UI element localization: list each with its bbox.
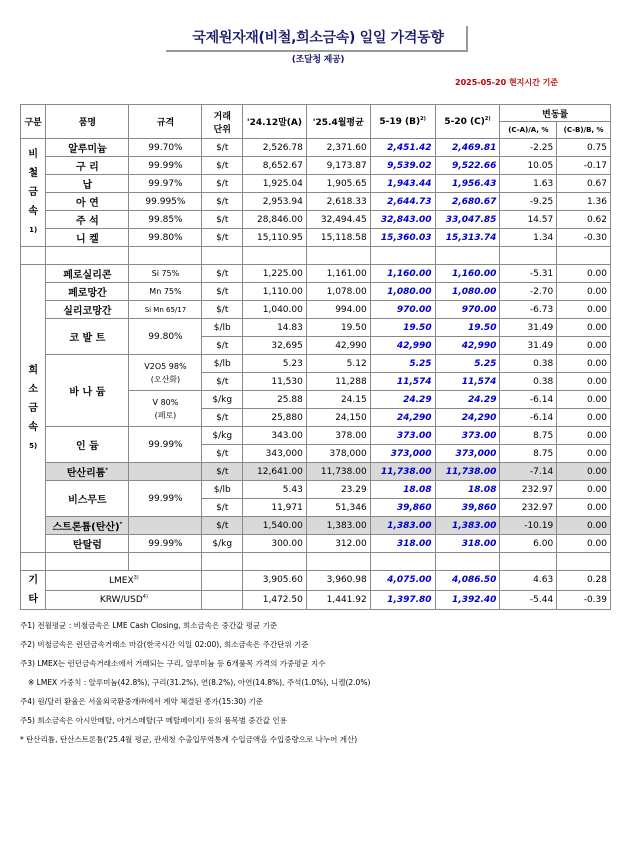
header-col-a: '24.12말(A) <box>242 105 306 139</box>
unit-cell: $/t <box>202 445 243 463</box>
unit-cell: $/t <box>202 463 243 481</box>
item-name: 아 연 <box>46 193 129 211</box>
spec-cell: Mn 75% <box>129 283 202 301</box>
change-ca: -6.14 <box>500 391 557 409</box>
value-a: 1,925.04 <box>242 175 306 193</box>
change-cb: 1.36 <box>557 193 611 211</box>
table-row <box>21 283 611 301</box>
change-ca: 14.57 <box>500 211 557 229</box>
value-a: 15,110.95 <box>242 229 306 247</box>
value-c: 42,990 <box>435 337 500 355</box>
value-c: 373.00 <box>435 427 500 445</box>
table-row <box>21 265 611 283</box>
spec-cell: Si Mn 65/17 <box>129 301 202 319</box>
category-char: 희 <box>28 365 38 376</box>
value-b: 11,574 <box>370 373 435 391</box>
header-unit-top: 거래 <box>213 111 231 122</box>
value-c: 373,000 <box>435 445 500 463</box>
value-c: 2,469.81 <box>435 139 500 157</box>
unit-cell: $/t <box>202 499 243 517</box>
spec-cell: 99.99% <box>129 157 202 175</box>
value-c: 33,047.85 <box>435 211 500 229</box>
spec-cell: 99.70% <box>129 139 202 157</box>
category-nonferrous <box>21 139 46 247</box>
value-avg: 42,990 <box>306 337 370 355</box>
change-ca: 8.75 <box>500 445 557 463</box>
change-cb: -0.39 <box>557 590 611 610</box>
value-avg: 19.50 <box>306 319 370 337</box>
value-a: 343.00 <box>242 427 306 445</box>
spec-cell: 99.97% <box>129 175 202 193</box>
footnotes <box>20 616 610 749</box>
header-spec: 규격 <box>129 105 202 139</box>
value-a: 1,225.00 <box>242 265 306 283</box>
value-avg: 9,173.87 <box>306 157 370 175</box>
spec-cell: Si 75% <box>129 265 202 283</box>
header-item: 품명 <box>46 105 129 139</box>
value-c: 5.25 <box>435 355 500 373</box>
value-c: 1,383.00 <box>435 517 500 535</box>
value-c: 1,160.00 <box>435 265 500 283</box>
unit-cell: $/t <box>202 283 243 301</box>
change-ca: 31.49 <box>500 337 557 355</box>
item-label: 탄산리튬 <box>66 468 106 479</box>
value-b: 11,738.00 <box>370 463 435 481</box>
header-col-b-label: 5-19 (B) <box>379 117 421 127</box>
change-ca: 232.97 <box>500 481 557 499</box>
value-avg: 24.15 <box>306 391 370 409</box>
item-label: LMEX <box>108 575 134 586</box>
table-row <box>21 463 611 481</box>
value-c: 4,086.50 <box>435 571 500 591</box>
change-cb: 0.00 <box>557 481 611 499</box>
change-ca: -2.25 <box>500 139 557 157</box>
category-char: 철 <box>28 168 38 179</box>
value-avg: 994.00 <box>306 301 370 319</box>
unit-cell: $/t <box>202 211 243 229</box>
unit-cell: $/t <box>202 157 243 175</box>
asterisk-mark: * <box>105 467 109 474</box>
value-avg: 1,383.00 <box>306 517 370 535</box>
footnote-line: 주4) 원/달러 환율은 서울외국환중개㈜에서 계약 체결된 종가(15:30) 기준 <box>20 697 264 706</box>
value-c: 318.00 <box>435 535 500 553</box>
item-name: 페로망간 <box>46 283 129 301</box>
value-c: 1,392.40 <box>435 590 500 610</box>
value-c: 2,680.67 <box>435 193 500 211</box>
unit-cell: $/t <box>202 229 243 247</box>
value-avg: 1,078.00 <box>306 283 370 301</box>
value-avg: 51,346 <box>306 499 370 517</box>
value-a: 1,472.50 <box>242 590 306 610</box>
change-cb: 0.00 <box>557 355 611 373</box>
item-name: 주 석 <box>46 211 129 229</box>
value-b: 9,539.02 <box>370 157 435 175</box>
value-a: 3,905.60 <box>242 571 306 591</box>
value-b: 39,860 <box>370 499 435 517</box>
footnote-line: * 탄산리튬, 탄산스트론튬('25.4월 평균, 관세청 수출입무역통계 수입금액을 수입중량으로 나누어 계산) <box>20 735 358 744</box>
category-char: 금 <box>28 403 38 414</box>
item-name <box>46 517 129 535</box>
spec-cell <box>129 391 202 427</box>
unit-cell: $/t <box>202 301 243 319</box>
value-c: 15,313.74 <box>435 229 500 247</box>
value-avg: 1,441.92 <box>306 590 370 610</box>
value-a: 343,000 <box>242 445 306 463</box>
item-name: 탄탈럼 <box>46 535 129 553</box>
value-c: 24.29 <box>435 391 500 409</box>
change-cb: -0.17 <box>557 157 611 175</box>
change-cb: 0.67 <box>557 175 611 193</box>
value-a: 1,110.00 <box>242 283 306 301</box>
value-avg: 378.00 <box>306 427 370 445</box>
change-cb: 0.00 <box>557 373 611 391</box>
item-label: 스트론튬(탄산) <box>52 522 120 533</box>
value-a: 2,953.94 <box>242 193 306 211</box>
change-cb: 0.00 <box>557 337 611 355</box>
value-avg: 24,150 <box>306 409 370 427</box>
value-a: 1,540.00 <box>242 517 306 535</box>
category-rare <box>21 265 46 553</box>
change-ca: -7.14 <box>500 463 557 481</box>
value-b: 42,990 <box>370 337 435 355</box>
table-row <box>21 211 611 229</box>
table-row <box>21 481 611 499</box>
asterisk-mark: * <box>119 521 123 528</box>
unit-cell: $/t <box>202 373 243 391</box>
item-name: 인 듐 <box>46 427 129 463</box>
category-char: 타 <box>28 594 38 605</box>
change-ca: 4.63 <box>500 571 557 591</box>
unit-cell <box>202 590 243 610</box>
spec-cell <box>129 517 202 535</box>
value-b: 19.50 <box>370 319 435 337</box>
value-c: 24,290 <box>435 409 500 427</box>
change-ca: 1.63 <box>500 175 557 193</box>
category-char: 비 <box>28 149 38 160</box>
value-a: 5.43 <box>242 481 306 499</box>
change-cb: 0.28 <box>557 571 611 591</box>
change-cb: 0.00 <box>557 391 611 409</box>
value-c: 19.50 <box>435 319 500 337</box>
category-char: 1) <box>29 226 38 234</box>
change-cb: 0.00 <box>557 499 611 517</box>
footnote-line: ※ LMEX 가중치 : 알루미늄(42.8%), 구리(31.2%), 연(8.2%), 아연(14.8%), 주석(1.0%), 니켈(2.0%) <box>28 678 371 687</box>
item-name <box>46 590 202 610</box>
unit-cell: $/lb <box>202 355 243 373</box>
unit-cell: $/kg <box>202 535 243 553</box>
spec-cell: 99.995% <box>129 193 202 211</box>
change-cb: 0.00 <box>557 409 611 427</box>
change-ca: 0.38 <box>500 373 557 391</box>
value-c: 18.08 <box>435 481 500 499</box>
value-b: 373.00 <box>370 427 435 445</box>
value-a: 5.23 <box>242 355 306 373</box>
change-cb: 0.00 <box>557 427 611 445</box>
value-avg: 3,960.98 <box>306 571 370 591</box>
value-avg: 2,371.60 <box>306 139 370 157</box>
table-row <box>21 427 611 445</box>
value-avg: 32,494.45 <box>306 211 370 229</box>
value-b: 4,075.00 <box>370 571 435 591</box>
unit-cell: $/lb <box>202 481 243 499</box>
title-main: 국제원자재(비철,희소금속) 일일 가격동향 <box>192 30 444 46</box>
value-a: 11,971 <box>242 499 306 517</box>
category-char: 속 <box>28 206 38 217</box>
spec-line: (페로) <box>154 410 177 420</box>
category-char: 금 <box>28 187 38 198</box>
change-cb: 0.00 <box>557 517 611 535</box>
value-b: 2,644.73 <box>370 193 435 211</box>
value-c: 9,522.66 <box>435 157 500 175</box>
spec-line: V2O5 98% <box>144 361 187 371</box>
value-b: 1,160.00 <box>370 265 435 283</box>
table-row <box>21 301 611 319</box>
spec-cell <box>129 463 202 481</box>
value-b: 24,290 <box>370 409 435 427</box>
item-name: 구 리 <box>46 157 129 175</box>
table-row <box>21 571 611 591</box>
category-char: 속 <box>28 422 38 433</box>
table-row <box>21 175 611 193</box>
value-b: 1,383.00 <box>370 517 435 535</box>
spec-cell <box>129 355 202 391</box>
value-c: 39,860 <box>435 499 500 517</box>
value-b: 32,843.00 <box>370 211 435 229</box>
header-unit-bottom: 단위 <box>213 124 231 135</box>
header-col-c <box>435 105 500 139</box>
value-b: 24.29 <box>370 391 435 409</box>
value-b: 1,943.44 <box>370 175 435 193</box>
value-c: 1,080.00 <box>435 283 500 301</box>
unit-cell: $/t <box>202 517 243 535</box>
change-ca: 0.38 <box>500 355 557 373</box>
item-name <box>46 571 202 591</box>
footnote-line: 주1) 전월평균 : 비철금속은 LME Cash Closing, 희소금속은 중간값 평균 기준 <box>20 621 278 630</box>
value-a: 11,530 <box>242 373 306 391</box>
header-col-avg: '25.4월평균 <box>306 105 370 139</box>
table-row <box>21 139 611 157</box>
change-cb: 0.00 <box>557 463 611 481</box>
value-b: 15,360.03 <box>370 229 435 247</box>
header-change: 변동률 <box>500 105 611 122</box>
change-cb: 0.00 <box>557 535 611 553</box>
change-ca: 8.75 <box>500 427 557 445</box>
value-a: 8,652.67 <box>242 157 306 175</box>
table-row <box>21 247 611 265</box>
change-ca: 31.49 <box>500 319 557 337</box>
value-c: 970.00 <box>435 301 500 319</box>
value-a: 1,040.00 <box>242 301 306 319</box>
change-cb: 0.62 <box>557 211 611 229</box>
value-c: 1,956.43 <box>435 175 500 193</box>
footnote-mark: 3) <box>133 574 139 581</box>
table-row <box>21 355 611 373</box>
table-row <box>21 517 611 535</box>
value-avg: 11,738.00 <box>306 463 370 481</box>
table-row <box>21 553 611 571</box>
value-avg: 11,288 <box>306 373 370 391</box>
unit-cell: $/t <box>202 175 243 193</box>
value-a: 25,880 <box>242 409 306 427</box>
unit-cell: $/t <box>202 265 243 283</box>
table-row <box>21 105 611 122</box>
item-name <box>46 463 129 481</box>
change-ca: -5.44 <box>500 590 557 610</box>
unit-cell: $/lb <box>202 319 243 337</box>
price-table <box>20 104 611 610</box>
title-sub: (조달청 제공) <box>291 55 345 65</box>
table-row <box>21 193 611 211</box>
change-ca: -10.19 <box>500 517 557 535</box>
spec-cell: 99.80% <box>129 229 202 247</box>
item-name: 알루미늄 <box>46 139 129 157</box>
change-cb: 0.00 <box>557 319 611 337</box>
change-cb: 0.00 <box>557 283 611 301</box>
unit-cell: $/kg <box>202 391 243 409</box>
change-ca: 6.00 <box>500 535 557 553</box>
change-ca: -6.73 <box>500 301 557 319</box>
change-ca: 1.34 <box>500 229 557 247</box>
category-other <box>21 571 46 610</box>
spec-cell: 99.99% <box>129 427 202 463</box>
table-row <box>21 157 611 175</box>
item-name: 코 발 트 <box>46 319 129 355</box>
change-cb: 0.00 <box>557 265 611 283</box>
header-unit <box>202 105 243 139</box>
table-row <box>21 319 611 337</box>
footnote-line: 주2) 비철금속은 런던금속거래소 마감(한국시간 익일 02:00), 희소금속은 주간단위 기준 <box>20 640 309 649</box>
category-char: 기 <box>28 575 38 586</box>
footnote-line: 주3) LMEX는 런던금속거래소에서 거래되는 구리, 알루미늄 등 6개품목 가격의 가중평균 지수 <box>20 659 326 668</box>
header-col-c-sup: 2) <box>484 116 491 122</box>
date-line: 2025-05-20 현지시간 기준 <box>455 78 559 87</box>
value-avg: 5.12 <box>306 355 370 373</box>
value-avg: 23.29 <box>306 481 370 499</box>
change-ca: -6.14 <box>500 409 557 427</box>
spec-cell: 99.99% <box>129 481 202 517</box>
value-b: 970.00 <box>370 301 435 319</box>
value-b: 2,451.42 <box>370 139 435 157</box>
spec-cell: 99.85% <box>129 211 202 229</box>
value-avg: 15,118.58 <box>306 229 370 247</box>
value-avg: 378,000 <box>306 445 370 463</box>
value-b: 373,000 <box>370 445 435 463</box>
table-row <box>21 535 611 553</box>
item-name: 바 나 듐 <box>46 355 129 427</box>
change-ca: -9.25 <box>500 193 557 211</box>
item-label: KRW/USD <box>99 595 143 606</box>
value-avg: 1,905.65 <box>306 175 370 193</box>
item-name: 납 <box>46 175 129 193</box>
value-a: 32,695 <box>242 337 306 355</box>
spec-line: V 80% <box>152 397 179 407</box>
category-char: 5) <box>29 442 38 450</box>
change-cb: 0.75 <box>557 139 611 157</box>
header-col-b <box>370 105 435 139</box>
unit-cell: $/t <box>202 337 243 355</box>
value-a: 25.88 <box>242 391 306 409</box>
value-avg: 1,161.00 <box>306 265 370 283</box>
unit-cell: $/t <box>202 193 243 211</box>
value-b: 5.25 <box>370 355 435 373</box>
value-b: 1,080.00 <box>370 283 435 301</box>
header-gubun: 구분 <box>21 105 46 139</box>
item-name: 비스무트 <box>46 481 129 517</box>
item-name: 니 켈 <box>46 229 129 247</box>
value-b: 318.00 <box>370 535 435 553</box>
header-change-cb: (C-B)/B, % <box>557 122 611 139</box>
value-c: 11,738.00 <box>435 463 500 481</box>
value-b: 18.08 <box>370 481 435 499</box>
value-a: 300.00 <box>242 535 306 553</box>
item-name: 페로실리콘 <box>46 265 129 283</box>
value-c: 11,574 <box>435 373 500 391</box>
change-cb: 0.00 <box>557 301 611 319</box>
spec-line: (오산화) <box>150 374 181 384</box>
footnote-line: 주5) 희소금속은 아시안메탈, 아거스메탈(구 메탈페이지) 등의 품목별 중간값 인용 <box>20 716 287 725</box>
change-ca: 10.05 <box>500 157 557 175</box>
value-a: 12,641.00 <box>242 463 306 481</box>
header-col-c-label: 5-20 (C) <box>444 117 485 127</box>
table-row <box>21 590 611 610</box>
change-ca: 232.97 <box>500 499 557 517</box>
unit-cell: $/kg <box>202 427 243 445</box>
category-char: 소 <box>28 384 38 395</box>
change-cb: 0.00 <box>557 445 611 463</box>
header-change-ca: (C-A)/A, % <box>500 122 557 139</box>
value-a: 14.83 <box>242 319 306 337</box>
change-cb: -0.30 <box>557 229 611 247</box>
spec-cell: 99.99% <box>129 535 202 553</box>
unit-cell: $/t <box>202 409 243 427</box>
unit-cell: $/t <box>202 139 243 157</box>
table-row <box>21 229 611 247</box>
value-a: 28,846.00 <box>242 211 306 229</box>
footnote-mark: 4) <box>142 594 148 601</box>
value-avg: 2,618.33 <box>306 193 370 211</box>
item-name: 실리코망간 <box>46 301 129 319</box>
page-title <box>168 27 468 65</box>
header-col-b-sup: 2) <box>420 116 426 122</box>
unit-cell <box>202 571 243 591</box>
change-ca: -2.70 <box>500 283 557 301</box>
value-avg: 312.00 <box>306 535 370 553</box>
change-ca: -5.31 <box>500 265 557 283</box>
spec-cell: 99.80% <box>129 319 202 355</box>
value-b: 1,397.80 <box>370 590 435 610</box>
value-a: 2,526.78 <box>242 139 306 157</box>
